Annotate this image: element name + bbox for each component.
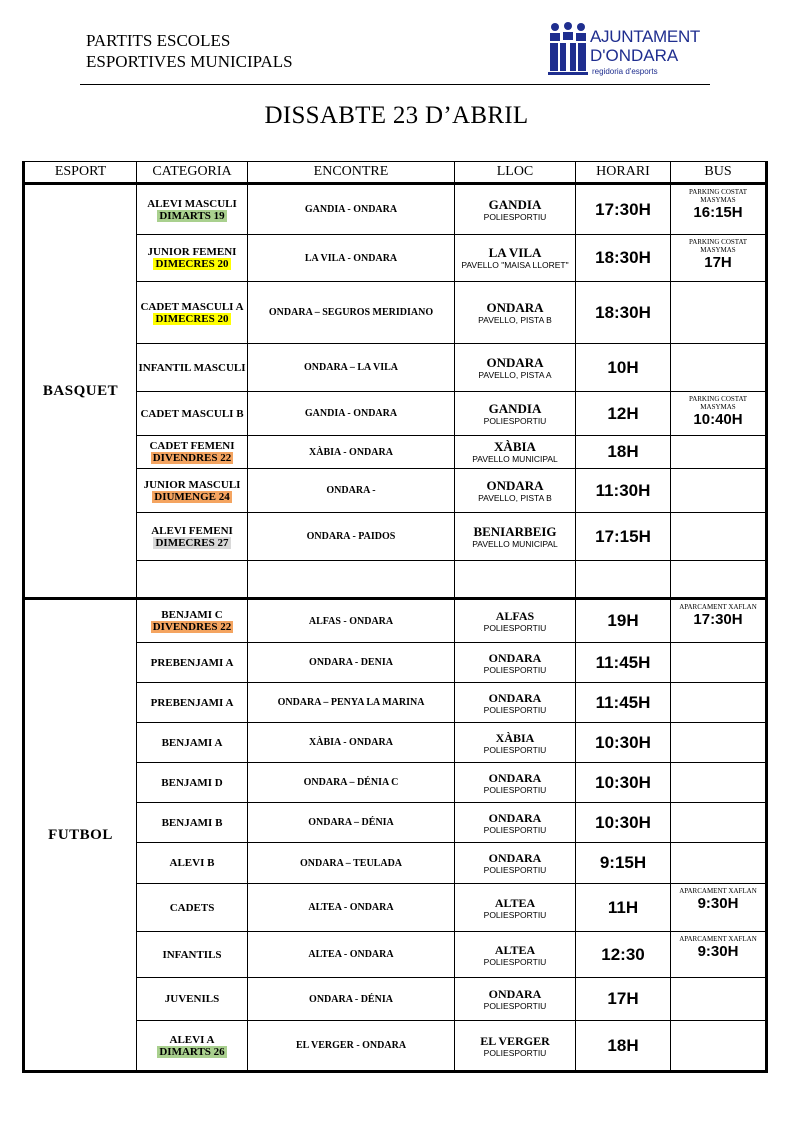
- match-cell: GANDIA - ONDARA: [248, 184, 455, 235]
- category-name: JUVENILS: [164, 993, 220, 1005]
- category-name: PREBENJAMI A: [150, 696, 234, 709]
- bus-cell: [671, 469, 767, 513]
- bus-cell: [671, 932, 767, 978]
- title-line-2: ESPORTIVES MUNICIPALS: [86, 52, 293, 71]
- category-cell: [137, 599, 248, 643]
- time-cell: 18H: [576, 1021, 671, 1072]
- venue-name: ONDARA: [488, 690, 542, 705]
- venue-detail: PAVELLO, PISTA A: [478, 369, 552, 380]
- venue-detail: POLIESPORTIU: [483, 909, 547, 920]
- venue-cell: [455, 843, 576, 884]
- time-cell: 18:30H: [576, 235, 671, 282]
- venue-name: ONDARA: [488, 770, 542, 785]
- match-cell: ONDARA – DÉNIA C: [248, 763, 455, 803]
- venue-cell: [455, 932, 576, 978]
- category-name: CADET FEMENI: [149, 440, 235, 452]
- title-line-1: PARTITS ESCOLES: [86, 31, 231, 50]
- category-cell: [137, 978, 248, 1021]
- time-cell: 12:30: [576, 932, 671, 978]
- bus-pickup-place: APARCAMENT XAFLAN: [679, 935, 757, 943]
- venue-cell: [455, 282, 576, 344]
- category-cell: [137, 763, 248, 803]
- bus-cell: [671, 282, 767, 344]
- schedule-table: [22, 161, 768, 1073]
- match-cell: ONDARA – SEGUROS MERIDIANO: [248, 282, 455, 344]
- venue-name: ALFAS: [495, 609, 535, 623]
- venue-cell: [455, 184, 576, 235]
- venue-detail: PAVELLO, PISTA B: [478, 314, 552, 325]
- venue-cell: [455, 392, 576, 436]
- match-cell: XÀBIA - ONDARA: [248, 436, 455, 469]
- venue-detail: POLIESPORTIU: [483, 824, 547, 835]
- time-cell: 10H: [576, 344, 671, 392]
- venue-name: XÀBIA: [494, 439, 536, 454]
- category-name: CADET MASCULI A: [140, 300, 244, 313]
- category-cell: [137, 469, 248, 513]
- category-cell: [137, 235, 248, 282]
- venue-detail: POLIESPORTIU: [483, 784, 547, 795]
- venue-name: GANDIA: [488, 196, 542, 212]
- bus-cell: [671, 763, 767, 803]
- category-name: BENJAMI D: [161, 776, 223, 789]
- empty-cell: [248, 561, 455, 599]
- header-divider: [80, 84, 710, 85]
- document-title: [86, 30, 293, 72]
- venue-name: ONDARA: [486, 299, 544, 315]
- bus-cell: [671, 723, 767, 763]
- category-cell: [137, 643, 248, 683]
- category-name: JUNIOR FEMENI: [147, 246, 237, 258]
- category-day-badge: DIUMENGE 24: [154, 490, 230, 503]
- bus-cell: [671, 344, 767, 392]
- category-day-badge: DIMECRES 20: [155, 312, 229, 325]
- category-name: ALEVI FEMENI: [151, 524, 233, 537]
- venue-detail: POLIESPORTIU: [483, 704, 547, 715]
- match-cell: ONDARA – PENYA LA MARINA: [248, 683, 455, 723]
- table-row: [24, 599, 767, 643]
- table-row: [24, 184, 767, 235]
- category-day-badge: DIVENDRES 22: [152, 621, 232, 633]
- basquet-section: [24, 184, 767, 599]
- bus-pickup-place: PARKING COSTAT MASYMAS: [688, 238, 748, 254]
- time-cell: 18H: [576, 436, 671, 469]
- match-cell: EL VERGER - ONDARA: [248, 1021, 455, 1072]
- bus-cell: [671, 235, 767, 282]
- bus-departure-time: 9:30H: [697, 895, 739, 912]
- venue-cell: [455, 643, 576, 683]
- bus-departure-time: 16:15H: [693, 204, 743, 221]
- category-cell: [137, 184, 248, 235]
- bus-cell: [671, 1021, 767, 1072]
- category-name: JUNIOR MASCULI: [143, 478, 241, 491]
- time-cell: 12H: [576, 392, 671, 436]
- time-cell: 11:45H: [576, 643, 671, 683]
- time-cell: 11H: [576, 884, 671, 932]
- bus-pickup-place: PARKING COSTAT MASYMAS: [688, 395, 748, 411]
- bus-cell: [671, 599, 767, 643]
- venue-detail: POLIESPORTIU: [483, 1047, 547, 1058]
- venue-cell: [455, 763, 576, 803]
- category-cell: [137, 344, 248, 392]
- col-header-encontre: ENCONTRE: [248, 162, 455, 184]
- venue-name: XÀBIA: [495, 730, 535, 745]
- bus-departure-time: 17:30H: [693, 611, 743, 628]
- col-header-bus: BUS: [671, 162, 767, 184]
- venue-name: ONDARA: [488, 987, 542, 1001]
- match-cell: ONDARA - DENIA: [248, 643, 455, 683]
- venue-cell: [455, 344, 576, 392]
- venue-cell: [455, 978, 576, 1021]
- bus-pickup-place: APARCAMENT XAFLAN: [679, 887, 757, 895]
- table-header-row: [24, 162, 767, 184]
- time-cell: 10:30H: [576, 803, 671, 843]
- bus-pickup-place: PARKING COSTAT MASYMAS: [688, 188, 748, 204]
- match-cell: XÀBIA - ONDARA: [248, 723, 455, 763]
- venue-detail: POLIESPORTIU: [483, 211, 547, 222]
- category-cell: [137, 282, 248, 344]
- match-cell: ALTEA - ONDARA: [248, 884, 455, 932]
- venue-detail: POLIESPORTIU: [483, 415, 547, 426]
- category-cell: [137, 683, 248, 723]
- venue-detail: PAVELLO MUNICIPAL: [472, 454, 558, 464]
- match-cell: ONDARA – LA VILA: [248, 344, 455, 392]
- bus-cell: [671, 513, 767, 561]
- venue-detail: POLIESPORTIU: [483, 623, 547, 633]
- match-cell: LA VILA - ONDARA: [248, 235, 455, 282]
- category-cell: [137, 932, 248, 978]
- empty-cell: [671, 561, 767, 599]
- venue-name: ONDARA: [488, 810, 542, 825]
- venue-name: GANDIA: [488, 400, 542, 416]
- time-cell: 10:30H: [576, 723, 671, 763]
- bus-cell: [671, 978, 767, 1021]
- category-day-badge: DIMARTS 26: [159, 1045, 225, 1058]
- category-name: BENJAMI B: [161, 816, 223, 829]
- empty-cell: [455, 561, 576, 599]
- category-cell: [137, 843, 248, 884]
- time-cell: 17:15H: [576, 513, 671, 561]
- venue-cell: [455, 513, 576, 561]
- venue-detail: PAVELLO MUNICIPAL: [472, 538, 558, 549]
- bus-cell: [671, 436, 767, 469]
- empty-cell: [576, 561, 671, 599]
- col-header-horari: HORARI: [576, 162, 671, 184]
- bus-departure-time: 10:40H: [693, 411, 743, 428]
- venue-detail: POLIESPORTIU: [483, 744, 547, 755]
- time-cell: 11:45H: [576, 683, 671, 723]
- category-name: PREBENJAMI A: [150, 656, 234, 669]
- venue-name: ONDARA: [488, 851, 542, 865]
- category-name: BENJAMI A: [161, 736, 223, 749]
- category-day-badge: DIVENDRES 22: [152, 452, 232, 464]
- category-cell: [137, 392, 248, 436]
- venue-name: ONDARA: [488, 650, 542, 665]
- bus-cell: [671, 803, 767, 843]
- col-header-categoria: CATEGORIA: [137, 162, 248, 184]
- category-name: ALEVI MASCULI: [147, 197, 237, 210]
- venue-cell: [455, 1021, 576, 1072]
- venue-cell: [455, 469, 576, 513]
- venue-name: LA VILA: [488, 245, 542, 260]
- time-cell: 10:30H: [576, 763, 671, 803]
- bus-cell: [671, 683, 767, 723]
- category-name: INFANTIL MASCULI: [138, 361, 246, 374]
- logo-text-ajuntament: AJUNTAMENT: [590, 27, 701, 46]
- bus-cell: [671, 884, 767, 932]
- category-name: INFANTILS: [162, 948, 222, 961]
- bus-cell: [671, 643, 767, 683]
- time-cell: 11:30H: [576, 469, 671, 513]
- ajuntament-emblem-icon: [548, 22, 588, 76]
- time-cell: 9:15H: [576, 843, 671, 884]
- venue-detail: POLIESPORTIU: [483, 664, 547, 675]
- bus-cell: [671, 184, 767, 235]
- venue-cell: [455, 599, 576, 643]
- bus-pickup-place: APARCAMENT XAFLAN: [679, 603, 757, 611]
- venue-cell: [455, 884, 576, 932]
- match-cell: ALTEA - ONDARA: [248, 932, 455, 978]
- venue-cell: [455, 723, 576, 763]
- bus-cell: [671, 843, 767, 884]
- venue-name: ONDARA: [486, 477, 544, 493]
- time-cell: 19H: [576, 599, 671, 643]
- category-name: CADETS: [169, 901, 215, 914]
- category-day-badge: DIMARTS 19: [159, 209, 225, 222]
- match-cell: ALFAS - ONDARA: [248, 599, 455, 643]
- sport-name-basquet: BASQUET: [24, 184, 137, 599]
- venue-detail: PAVELLO "MAISA LLORET": [461, 260, 569, 270]
- venue-detail: POLIESPORTIU: [483, 1001, 547, 1011]
- venue-detail: PAVELLO, PISTA B: [478, 492, 552, 503]
- category-name: ALEVI B: [169, 857, 215, 869]
- venue-cell: [455, 683, 576, 723]
- category-day-badge: DIMECRES 20: [155, 258, 229, 270]
- futbol-section: [24, 599, 767, 1072]
- col-header-esport: ESPORT: [24, 162, 137, 184]
- match-cell: ONDARA - DÉNIA: [248, 978, 455, 1021]
- col-header-lloc: LLOC: [455, 162, 576, 184]
- bus-departure-time: 9:30H: [697, 943, 739, 960]
- venue-detail: POLIESPORTIU: [483, 956, 547, 967]
- category-name: BENJAMI C: [161, 609, 223, 621]
- sport-name-futbol: FUTBOL: [24, 599, 137, 1072]
- venue-name: ONDARA: [486, 354, 544, 370]
- category-cell: [137, 723, 248, 763]
- page-date: DISSABTE 23 D’ABRIL: [264, 102, 529, 129]
- ajuntament-logo: [548, 22, 718, 82]
- match-cell: GANDIA - ONDARA: [248, 392, 455, 436]
- venue-name: EL VERGER: [480, 1033, 550, 1048]
- match-cell: ONDARA – TEULADA: [248, 843, 455, 884]
- match-cell: ONDARA - PAIDOS: [248, 513, 455, 561]
- time-cell: 17:30H: [576, 184, 671, 235]
- bus-cell: [671, 392, 767, 436]
- venue-name: BENIARBEIG: [473, 523, 557, 539]
- category-day-badge: DIMECRES 27: [155, 536, 229, 549]
- match-cell: ONDARA -: [248, 469, 455, 513]
- venue-name: ALTEA: [494, 942, 536, 957]
- time-cell: 17H: [576, 978, 671, 1021]
- bus-departure-time: 17H: [704, 254, 732, 271]
- match-cell: ONDARA – DÉNIA: [248, 803, 455, 843]
- venue-detail: POLIESPORTIU: [483, 865, 547, 875]
- logo-text-ondara: D'ONDARA: [590, 46, 679, 65]
- category-name: ALEVI A: [169, 1033, 215, 1046]
- time-cell: 18:30H: [576, 282, 671, 344]
- category-cell: [137, 513, 248, 561]
- venue-name: ALTEA: [494, 895, 536, 910]
- category-cell: [137, 1021, 248, 1072]
- venue-cell: [455, 436, 576, 469]
- category-cell: [137, 436, 248, 469]
- category-cell: [137, 803, 248, 843]
- logo-text-regidoria: regidoria d'esports: [592, 67, 658, 76]
- venue-cell: [455, 235, 576, 282]
- category-name: CADET MASCULI B: [140, 407, 244, 420]
- venue-cell: [455, 803, 576, 843]
- empty-cell: [137, 561, 248, 599]
- category-cell: [137, 884, 248, 932]
